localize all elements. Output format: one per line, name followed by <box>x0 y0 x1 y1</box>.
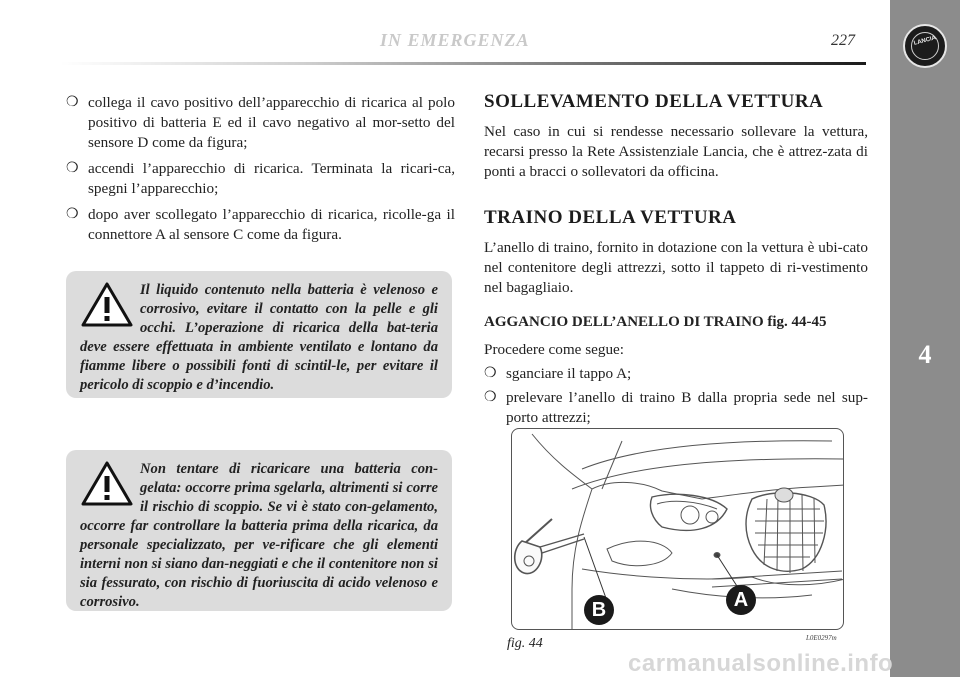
bullet-circle-icon: ❍ <box>66 95 79 110</box>
left-column <box>60 93 455 251</box>
towing-paragraph: L’anello di traino, fornito in dotazione con la vettura è ubi-cato nel contenitore degli attrezzi, sotto il tappeto di ri-vestimento nel bagagliaio. <box>484 239 868 296</box>
watermark: carmanualsonline.info <box>628 650 894 677</box>
figure-caption: fig. 44 <box>507 636 543 651</box>
warning-triangle-icon <box>80 281 134 329</box>
list-item <box>484 388 868 428</box>
section-title: IN EMERGENZA <box>380 30 530 50</box>
bullet-text: accendi l’apparecchio di ricarica. Terminata la ricari-ca, spegni l’apparecchio; <box>88 160 455 197</box>
bullet-circle-icon: ❍ <box>484 390 497 405</box>
list-item <box>60 205 455 245</box>
lifting-heading: SOLLEVAMENTO DELLA VETTURA <box>484 91 824 112</box>
list-item <box>484 364 868 384</box>
step-text: sganciare il tappo A; <box>506 365 632 382</box>
right-column <box>484 90 868 428</box>
list-item <box>60 159 455 199</box>
lancia-logo <box>903 24 947 68</box>
callout-b-label: B <box>584 595 614 625</box>
car-front-illustration <box>511 428 844 630</box>
bullet-circle-icon: ❍ <box>484 366 497 381</box>
car-drawing <box>512 429 844 630</box>
bullet-circle-icon: ❍ <box>66 161 79 176</box>
warning-triangle-icon <box>80 460 134 508</box>
chapter-number: 4 <box>918 340 932 369</box>
figure-code: L0E0297m <box>806 634 837 642</box>
bullet-text: dopo aver scollegato l’apparecchio di ricarica, ricolle-ga il connettore A al sensore C come da figura. <box>88 206 455 243</box>
warning-box-battery-liquid <box>66 271 452 398</box>
warning-text: Il liquido contenuto nella batteria è velenoso e corrosivo, evitare il contatto con la pelle e gli occhi. L’operazione di ricarica della bat-teria deve essere effettuata in ambiente ventilato e lontano da fiamme libere o possibili fonti di scintil-le, per evitare il pericolo di scoppio e d’incendio. <box>80 282 438 393</box>
towing-heading: TRAINO DELLA VETTURA <box>484 207 737 228</box>
warning-text: Non tentare di ricaricare una batteria con-gelata: occorre prima sgelarla, altrimenti si corre il rischio di scoppio. Se vi è stato con-gelamento, occorre far controllare la batteria prima della ricarica, da personale specializzato, per ve-rificare che gli elementi interni non si siano dan-neggiati e che il contenitore non si sia fessurato, con rischio di fuoriuscita di acido velenoso e corrosivo. <box>80 461 438 610</box>
bullet-circle-icon: ❍ <box>66 207 79 222</box>
hook-intro: Procedere come segue: <box>484 341 624 358</box>
bullet-text: collega il cavo positivo dell’apparecchio di ricarica al polo positivo di batteria E ed il cavo negativo al mor-setto del sensore D come da figura; <box>88 94 455 151</box>
callout-a-label: A <box>726 585 756 615</box>
lifting-paragraph: Nel caso in cui si rendesse necessario sollevare la vettura, recarsi presso la Rete Assistenziale Lancia, che è attrez-zata di ponti a bracci o sollevatori da officina. <box>484 123 868 180</box>
header-rule <box>60 62 866 65</box>
warning-box-frozen-battery <box>66 450 452 611</box>
chapter-side-tab <box>890 0 960 677</box>
page-number: 227 <box>831 32 855 49</box>
hook-heading: AGGANCIO DELL’ANELLO DI TRAINO fig. 44-45 <box>484 314 827 330</box>
logo-text: LANCIA <box>913 35 937 47</box>
list-item <box>60 93 455 153</box>
step-text: prelevare l’anello di traino B dalla propria sede nel sup-porto attrezzi; <box>506 389 868 426</box>
